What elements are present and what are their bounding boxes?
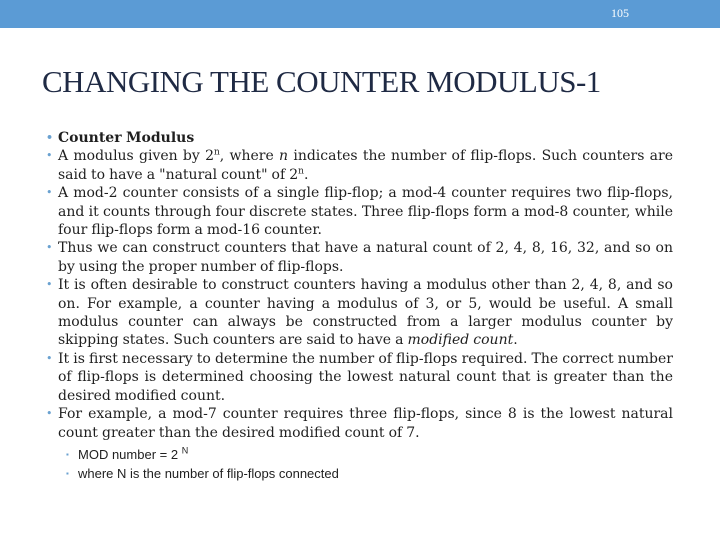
bullet-mod7-example: • For example, a mod-7 counter requires three flip-flops, since 8 is the lowest natural count greater than the desired modified count of 7.	[46, 405, 673, 442]
bullet-counter-modulus: • Counter Modulus	[46, 129, 673, 147]
bullet-modulus-definition	[46, 147, 673, 184]
superscript-n: n	[213, 147, 220, 158]
header-bar	[0, 0, 720, 28]
text: .	[513, 332, 518, 349]
italic-n: n	[279, 148, 289, 165]
text: A modulus given by 2	[58, 148, 214, 165]
bullet-natural-count: • Thus we can construct counters that have a natural count of 2, 4, 8, 16, 32, and so on by using the proper number of flip-flops.	[46, 239, 673, 276]
text: MOD number = 2	[78, 446, 182, 462]
slide-title: CHANGING THE COUNTER MODULUS-1	[42, 64, 601, 99]
bullet-determine-flipflops: • It is first necessary to determine the number of flip-flops required. The correct number of flip-flops is determined choosing the lowest natural count that is greater than the desired modified count.	[46, 350, 673, 405]
superscript-N: N	[181, 445, 189, 456]
bullet-list	[46, 129, 673, 483]
text: indicates the number of flip-flops. Such counters are said to have a "natural count" of 2	[58, 148, 673, 183]
italic-modified-count: modified count	[407, 332, 514, 349]
superscript-n: n	[298, 166, 304, 177]
sub-bullet-where-n: ▪ where N is the number of flip-flops connected	[66, 464, 673, 483]
page-number: 105	[611, 6, 629, 20]
text: .	[303, 166, 309, 183]
text: It is often desirable to construct counters having a modulus other than 2, 4, 8, and so on. For example, a counter having a modulus of 3, or 5, would be useful. A small modulus counter can always be constructed from a larger modulus counter by skipping states. Such counters are said to have a	[58, 277, 673, 349]
sub-bullet-list	[66, 445, 673, 483]
sub-bullet-mod-number	[66, 445, 673, 464]
bullet-modified-count	[46, 276, 673, 350]
text: , where	[219, 148, 280, 165]
bullet-mod2-mod4: • A mod-2 counter consists of a single flip-flop; a mod-4 counter requires two flip-flops, and it counts through four discrete states. Three flip-flops form a mod-8 counter, while four flip-flops form a mod-16 counter.	[46, 184, 673, 239]
